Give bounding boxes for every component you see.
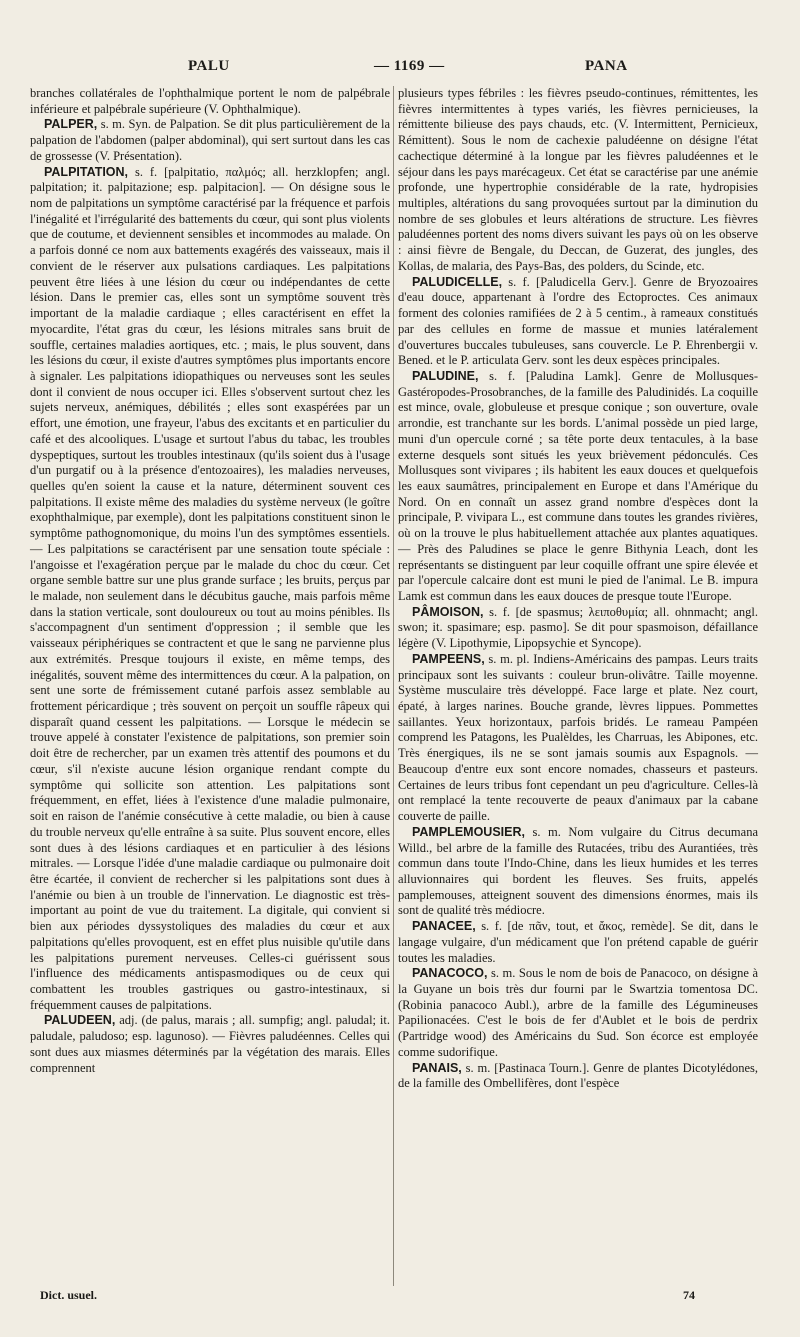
entry-headword: PALPITATION, — [44, 164, 129, 179]
page-footer — [28, 1288, 776, 1308]
dictionary-entry — [398, 1061, 758, 1092]
entry-headword: PAMPLEMOUSIER, — [412, 824, 525, 839]
entry-text: s. f. [Paludicella Gerv.]. Genre de Bryozoaires d'eau douce, appartenant à l'ordre des Ectoproctes. Ces animaux forment des colonies ramifiées de 2 à 5 centim., à rameaux constitués par des cellules en forme de massue et munies latéralement d'ouvertures buccales tubuleuses, sans couvercle. Le P. Ehrenbergii v. Bened. et le P. articulata Gerv. sont les deux espèces principales. — [398, 274, 759, 368]
entry-text: s. f. [Paludina Lamk]. Genre de Mollusques-Gastéropodes-Prosobranches, de la famille des Paludinidés. La coquille est mince, ovale, globuleuse et presque conique ; son ouverture, ovale arrondie, est tranchante sur les bords. L'animal possède un pied large, muni d'un opercule corné ; sa tête porte deux tentacules, à la base externe desquels sont situés les yeux brièvement pédonculés. Ces Mollusques sont vivipares ; ils habitent les eaux douces et quelquefois les eaux saumâtres, principalement en Europe et dans l'Amérique du Nord. On en connaît un assez grand nombre d'espèces dont la principale, P. vivipara L., est commune dans toutes les grandes rivières, où on la trouve le plus habituellement attachée aux plantes aquatiques. — Près des Paludines se place le genre Bithynia Leach, dont les représentants se distinguent par leur coquille offrant une spire élevée et par l'opercule calcaire dont est muni le pied de l'animal. Le B. impura Lamk est commun dans les eaux douces de presque toute l'Europe. — [398, 368, 758, 603]
entry-headword: PALPER, — [44, 117, 98, 132]
entry-headword: PALUDICELLE, — [412, 274, 503, 289]
dictionary-entry — [398, 966, 758, 1060]
entry-headword: PANAIS, — [412, 1060, 462, 1075]
entry-text: plusieurs types fébriles : les fièvres pseudo-continues, rémittentes, les fièvres intermittentes à types variés, les fièvres pernicieuses, la rémittente bilieuse des pays chauds, etc. (V. Intermittent, Pernicieux, Rémittent). Sous le nom de cachexie paludéenne on désigne l'état cachectique déterminé à la longue par les fièvres paludéennes et le séjour dans les pays marécageux. Cet état se caractérise par une anémie profonde, une hypertrophie considérable de la rate, hydropisies multiples, altérations du sang provoquées surtout par la diminution du nombre de ses globules et leurs altérations de structure. Les fièvres paludéennes portent des noms divers suivant les pays où on les observe : ainsi fièvre de Bengale, du Deccan, de Guzerat, des jungles, des Kollas, de malaria, des Pays-Bas, des polders, du Scinde, etc. — [398, 86, 758, 273]
dictionary-entry — [30, 165, 390, 1014]
entry-text: s. f. [palpitatio, παλμός; all. herzklopfen; angl. palpitation; it. palpitazione; esp. palpitacion]. — On désigne sous le nom de palpitations un symptôme caractérisé par la fréquence et parfois l'inégalité et l'irrégularité des battements du cœur, qui sont plus violents que de coutume, et deviennent sensibles et incommodes au malade. On a parfois donné ce nom aux battements exagérés des vaisseaux, mais il convient de le réserver aux pulsations cardiaques. Les palpitations peuvent être liées à une lésion du cœur ou indépendantes de cette lésion. Dans le premier cas, elles sont un symptôme souvent très important de la maladie cardiaque ; elles caractérisent en effet la myocardite, l'état gras du cœur, les lésions mitrales sans bruit de souffle, certaines maladies aortiques, etc. ; mais, le plus souvent, dans les lésions du cœur, il existe d'autres symptômes plus importants encore à signaler. Les palpitations idiopathiques ou nerveuses sont les seules dont il convient de nous occuper ici. Elles s'observent surtout chez les sujets nerveux, anémiques, débilités ; elles sont exaspérées par un effort, une émotion, une frayeur, l'abus des excitants et en particulier du café et des alcooliques. L'usage et surtout l'abus du tabac, les troubles dyspeptiques, surtout les troubles intestinaux (qu'ils soient dus à l'usage d'un purgatif ou à la présence d'entozoaires), les maladies nerveuses, quelles qu'en soient la cause et la nature, déterminent souvent ces palpitations. Il existe même des maladies du système nerveux (le goître exophthalmique, par exemple), dont les palpitations constituent sinon le symptôme pathognomonique, du moins l'un des symptômes essentiels. — Les palpitations se caractérisent par une sensation toute spéciale : l'angoisse et l'exagération perçue par le malade du choc du cœur. Cet organe semble battre sur une plus grande surface ; les bruits, perçus par le malade, non seulement dans le décubitus gauche, mais parfois même dans la station verticale, sont douloureux ou tout au moins pénibles. Ils s'accompagnent d'un sentiment d'oppression ; il semble que les vaisseaux périphériques se contractent et que le sang ne parvienne plus aux extrémités. Presque toujours il existe, en même temps, des inégalités, souvent même des intermittences du cœur. A la palpation, on sent une sorte de frémissement cutané parfois assez semblable au frottement péricardique ; très souvent on perçoit un souffle râpeux qui disparaît quand cessent les palpitations. — Lorsque le médecin se trouve appelé à constater l'existence de palpitations, son premier soin doit être de rechercher, par un examen très attentif des poumons et du cœur, s'il n'existe aucune lésion organique rendant compte du symptôme qui sollicite son attention. Les palpitations sont fréquemment, en effet, liées à l'existence d'une maladie pulmonaire, soit en raison de l'anémie consécutive à cette maladie, ou bien à cause du trouble nerveux qu'elle entraîne à sa suite. Plus souvent encore, elles sont dues à des lésions cardiaques et en particulier à des lésions mitrales. — Lorsque l'idée d'une maladie cardiaque ou pulmonaire doit être écartée, il convient de rechercher si les palpitations sont dues à l'anémie ou bien à un trouble de l'innervation. Le diagnostic est très-important au point de vue du traitement. La digitale, qui convient si bien aux périodes dyssystoliques des maladies du cœur et aux palpitations qu'elles provoquent, est en effet plus nuisible qu'utile dans les palpitations purement nerveuses. Celles-ci guérissent sous l'influence des médicaments antispasmodiques ou de ceux qui combattent les troubles gastriques ou gastro-intestinaux, si fréquemment causes de palpitations. — [30, 164, 390, 1012]
entry-headword: PAMPEENS, — [412, 651, 485, 666]
dictionary-entry — [30, 1013, 390, 1076]
entry-headword: PALUDINE, — [412, 368, 479, 383]
entry-text: s. m. Syn. de Palpation. Se dit plus particulièrement de la palpation de l'abdomen (palper abdominal), qui sert surtout dans les cas de grossesse (V. Présentation). — [30, 117, 391, 163]
dictionary-entry — [398, 605, 758, 652]
entry-text: adj. (de palus, marais ; all. sumpfig; angl. paludal; it. paludale, paludoso; esp. lagunoso). — Fièvres paludéennes. Celles qui sont dues aux miasmes déterminés par la végétation des marais. Elles comprennent — [30, 1013, 390, 1075]
entry-headword: PÂMOISON, — [412, 604, 484, 619]
dictionary-entry — [398, 369, 758, 605]
page-number-header: — 1169 — — [374, 58, 445, 74]
entry-text: s. f. [de πᾶν, tout, et ἄκος, remède]. Se dit, dans le langage vulgaire, d'un médicament que l'on prétend capable de guérir toutes les maladies. — [398, 919, 759, 965]
dictionary-entry — [398, 275, 758, 369]
entry-text: s. m. [Pastinaca Tourn.]. Genre de plantes Dicotylédones, de la famille des Ombellifères, dont l'espèce — [398, 1060, 759, 1091]
entry-headword: PALUDEEN, — [44, 1013, 116, 1028]
dictionary-entry — [398, 919, 758, 966]
dictionary-entry — [398, 825, 758, 919]
right-column — [398, 86, 758, 1092]
left-column — [30, 86, 390, 1076]
entry-headword: PANACEE, — [412, 919, 476, 934]
header-right-word: PANA — [585, 58, 628, 74]
header-left-word: PALU — [188, 58, 230, 74]
dictionary-entry — [30, 117, 390, 164]
dictionary-entry — [398, 86, 758, 275]
dictionary-entry — [398, 652, 758, 825]
running-header — [28, 58, 778, 82]
column-divider — [393, 86, 394, 1286]
entry-text: s. m. pl. Indiens-Américains des pampas. Leurs traits principaux sont les suivants : couleur brun-olivâtre. Taille moyenne. Système musculaire très développé. Face large et plate. Nez court, épaté, à larges narines. Bouche grande, lèvres lippues. Pommettes saillantes. Yeux horizontaux, parfois bridés. Le rameau Pampéen comprend les Patagons, les Pualèldes, les Charruas, les Abipones, etc. Très énergiques, ils ne se sont jamais soumis aux Espagnols. — Beaucoup d'entre eux sont encore nomades, chasseurs et pasteurs. Certaines de leurs tribus font cependant un peu d'agriculture. Celles-là ont remplacé la tente recouverte de peaux d'animaux par la cabane couverte de paille. — [398, 651, 758, 824]
entry-text: s. m. Sous le nom de bois de Panacoco, on désigne à la Guyane un bois très dur fourni par le Swartzia tomentosa DC. (Robinia panacoco Aubl.), arbre de la famille des Légumineuses Papilionacées. C'est le bois de fer d'Aublet et le bois de perdrix (Partridge wood) des Américains du Sud. Son écorce est employée comme sudorifique. — [398, 966, 758, 1059]
footer-sheet-number: 74 — [683, 1288, 695, 1302]
dictionary-entry — [30, 86, 390, 117]
entry-text: s. m. Nom vulgaire du Citrus decumana Willd., bel arbre de la famille des Rutacées, tribu des Aurantiées, très commun dans toute l'Indo-Chine, dans les lieux humides et les terres alluvionnaires qui bordent les fleuves. Ses fruits, appelés pamplemouses, atteignent souvent des dimensions énormes, mais ils sont de qualité très médiocre. — [398, 824, 758, 918]
entry-headword: PANACOCO, — [412, 966, 488, 981]
footer-signature: Dict. usuel. — [40, 1288, 97, 1302]
entry-text: s. f. [de spasmus; λειποθυμία; all. ohnmacht; angl. swon; it. spasimare; esp. pasmo]. Se dit pour spasmoison, défaillance légère (V. Lipothymie, Lipopsychie et Syncope). — [398, 604, 758, 651]
entry-text: branches collatérales de l'ophthalmique portent le nom de palpébrale inférieure et palpébrale supérieure (V. Ophthalmique). — [30, 86, 390, 116]
